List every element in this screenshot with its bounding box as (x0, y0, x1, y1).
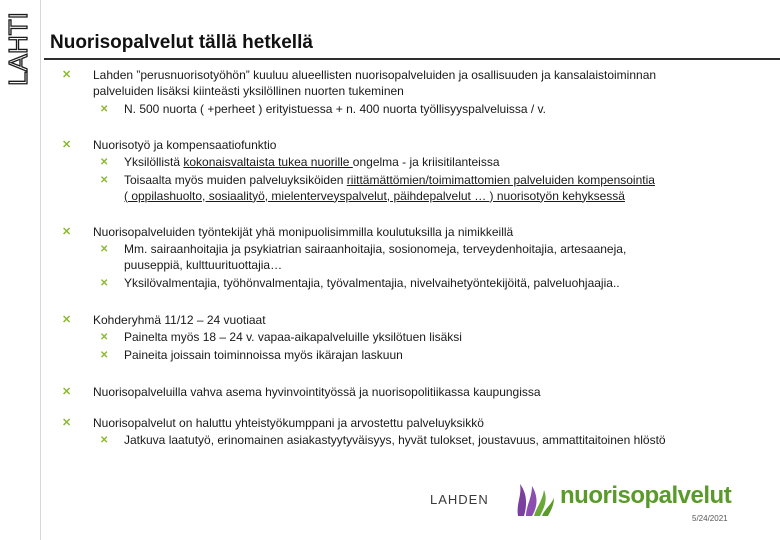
bullet-x-icon: ✕ (100, 278, 109, 289)
brand-name: nuorisopalvelut (560, 482, 732, 509)
bullet-x-icon: ✕ (100, 350, 109, 361)
bullet-x-icon: ✕ (100, 175, 109, 186)
logo-text: LAHTI (2, 12, 33, 86)
bullet-x-icon: ✕ (62, 226, 72, 238)
page-title: Nuorisopalvelut tällä hetkellä (50, 32, 313, 53)
bullet-x-icon: ✕ (62, 69, 72, 81)
bullet-x-icon: ✕ (100, 332, 109, 343)
bullet-x-icon: ✕ (100, 104, 109, 115)
sub-bullet-text: N. 500 nuorta ( +perheet ) erityistuessa + n. 400 nuorta työllisyyspalveluissa / v. (124, 102, 546, 116)
bullet-text: Nuorisopalveluiden työntekijät yhä monipuolisimmilla koulutuksilla ja nimikkeillä (93, 225, 514, 239)
sub-bullet-text: puuseppiä, kulttuurituottajia… (124, 257, 283, 272)
lahti-logo-icon (2, 8, 38, 90)
bullet-x-icon: ✕ (100, 244, 109, 255)
underlined-text: kokonaisvaltaista tukea nuorille (183, 155, 353, 169)
bullet-text: palveluiden lisäksi kiinteästi yksilöllinen nuorten tukeminen (93, 83, 404, 98)
sub-bullet-text: ongelma - ja kriisitilanteissa (352, 155, 500, 169)
bullet-x-icon: ✕ (62, 417, 72, 429)
bullet-text: Nuorisopalveluilla vahva asema hyvinvointityössä ja nuorisopolitiikassa kaupungissa (93, 385, 541, 399)
sub-bullet-text: Paineita joissain toiminnoissa myös ikärajan laskuun (124, 348, 403, 362)
bullet-text: Nuorisopalvelut on haluttu yhteistyökumppani ja arvostettu palveluyksikkö (93, 416, 484, 430)
sub-bullet-text: Yksilövalmentajia, työhönvalmentajia, työvalmentajia, nivelvaihetyöntekijöitä, palveluohjaajia.. (124, 276, 620, 290)
brand-prefix: LAHDEN (430, 492, 489, 507)
bullet-x-icon: ✕ (62, 139, 72, 151)
underlined-text: ( oppilashuolto, sosiaalityö, mielenterveyspalvelut, päihdepalvelut … ) nuorisotyön kehyksessä (124, 188, 625, 203)
bullet-x-icon: ✕ (100, 157, 109, 168)
bullet-text: Kohderyhmä 11/12 – 24 vuotiaat (93, 313, 266, 327)
bullet-x-icon: ✕ (100, 435, 109, 446)
bullet-text: Nuorisotyö ja kompensaatiofunktio (93, 138, 277, 152)
sub-bullet-text: Mm. sairaanhoitajia ja psykiatrian sairaanhoitajia, sosionomeja, terveydenhoitajia, artesaaneja, (124, 242, 627, 256)
sub-bullet-text: Toisaalta myös muiden palveluyksiköiden (124, 173, 347, 187)
brand-logo (430, 478, 750, 518)
slide-date: 5/24/2021 (692, 514, 728, 523)
left-sidebar (0, 0, 41, 540)
title-divider (44, 58, 780, 60)
sub-bullet-text: Yksilöllistä (124, 155, 184, 169)
bullet-text: Lahden ”perusnuorisotyöhön” kuuluu alueellisten nuorisopalveluiden ja osallisuuden ja kansalaistoiminnan (93, 68, 657, 82)
bullet-x-icon: ✕ (62, 386, 72, 398)
bullet-x-icon: ✕ (62, 314, 72, 326)
flame-logo-icon (510, 478, 558, 518)
sub-bullet-text: Jatkuva laatutyö, erinomainen asiakastyytyväisyys, hyvät tulokset, joustavuus, ammattitaitoinen hlöstö (124, 433, 666, 447)
underlined-text: riittämättömien/toimimattomien palveluiden kompensointia (346, 173, 655, 187)
sub-bullet-text: Painelta myös 18 – 24 v. vapaa-aikapalveluille yksilötuen lisäksi (124, 330, 462, 344)
